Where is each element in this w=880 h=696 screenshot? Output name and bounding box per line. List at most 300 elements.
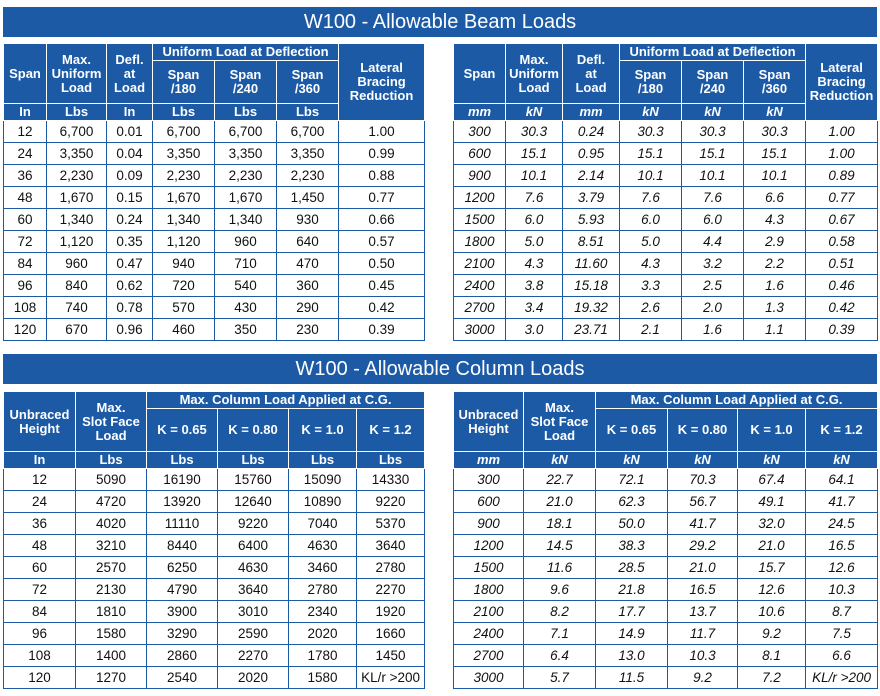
table-cell: 19.32 [563,297,620,319]
table-cell: 1,120 [47,231,107,253]
table-cell: 96 [4,623,76,645]
table-cell: 1800 [454,579,524,601]
k-065-header: K = 0.65 [147,409,218,452]
unit-cell: mm [454,104,506,121]
table-row [454,535,878,557]
table-cell: 16.5 [668,579,738,601]
table-cell: 22.7 [524,469,596,491]
table-cell: 15090 [289,469,357,491]
table-cell: 21.0 [668,557,738,579]
table-cell: 108 [4,297,47,319]
beam-loads-title: W100 - Allowable Beam Loads [3,7,877,37]
table-row [4,187,425,209]
table-row [4,469,425,491]
table-cell: 0.50 [339,253,425,275]
lateral-bracing-header: Lateral Bracing Reduction [806,44,878,121]
table-cell: 460 [153,319,215,341]
table-cell: 640 [277,231,339,253]
table-cell: 1,340 [47,209,107,231]
table-cell: 2100 [454,253,506,275]
max-uniform-load-header: Max. Uniform Load [47,44,107,104]
table-cell: 3900 [147,601,218,623]
table-cell: 3.79 [563,187,620,209]
table-cell: 2.5 [682,275,744,297]
table-cell: 16.5 [806,535,878,557]
table-row [454,667,878,689]
table-cell: 10.1 [744,165,806,187]
table-cell: 540 [215,275,277,297]
table-cell: 7.2 [738,667,806,689]
table-cell: 1,670 [47,187,107,209]
table-cell: 900 [454,165,506,187]
table-cell: 70.3 [668,469,738,491]
table-cell: 15.18 [563,275,620,297]
table-cell: 0.24 [563,121,620,143]
table-cell: 470 [277,253,339,275]
table-cell: 10890 [289,491,357,513]
table-cell: 10.1 [620,165,682,187]
table-cell: 3010 [218,601,289,623]
unbraced-height-header: Unbraced Height [4,392,76,452]
table-cell: 41.7 [806,491,878,513]
table-cell: 900 [454,513,524,535]
unit-cell: Lbs [76,452,147,469]
column-metric-body [454,469,878,689]
table-cell: 7040 [289,513,357,535]
table-cell: 3210 [76,535,147,557]
table-cell: 50.0 [596,513,668,535]
table-cell: 300 [454,469,524,491]
table-cell: 1,450 [277,187,339,209]
table-cell: 1,670 [215,187,277,209]
table-cell: 0.24 [107,209,153,231]
table-cell: 4630 [218,557,289,579]
table-cell: 38.3 [596,535,668,557]
table-cell: 2570 [76,557,147,579]
table-cell: 1.6 [682,319,744,341]
table-cell: 6250 [147,557,218,579]
table-row [4,253,425,275]
table-cell: 16190 [147,469,218,491]
table-cell: 9.6 [524,579,596,601]
table-cell: 5.7 [524,667,596,689]
table-cell: 0.47 [107,253,153,275]
table-cell: 570 [153,297,215,319]
table-cell: 11.7 [668,623,738,645]
table-cell: 41.7 [668,513,738,535]
table-cell: 8.2 [524,601,596,623]
table-row [4,535,425,557]
table-cell: 10.3 [806,579,878,601]
max-slot-face-load-header: Max. Slot Face Load [524,392,596,452]
table-cell: 10.6 [738,601,806,623]
table-cell: 2.6 [620,297,682,319]
span-header: Span [454,44,506,104]
table-cell: 2270 [357,579,425,601]
table-row [454,143,878,165]
table-cell: 7.5 [806,623,878,645]
table-cell: 15760 [218,469,289,491]
span-240-header: Span /240 [215,61,277,104]
table-cell: 2130 [76,579,147,601]
table-row [4,121,425,143]
max-slot-face-load-header: Max. Slot Face Load [76,392,147,452]
column-us-header [4,392,425,469]
table-row [4,297,425,319]
table-cell: 15.1 [620,143,682,165]
table-cell: 6.0 [682,209,744,231]
table-cell: 1.00 [339,121,425,143]
table-row [454,491,878,513]
table-cell: 15.1 [744,143,806,165]
beam-metric-header [454,44,878,121]
table-cell: 1.1 [744,319,806,341]
table-row [454,319,878,341]
unit-cell: mm [454,452,524,469]
table-cell: KL/r >200 [357,667,425,689]
table-cell: 2.9 [744,231,806,253]
table-cell: 3640 [218,579,289,601]
table-cell: 11110 [147,513,218,535]
table-cell: 2340 [289,601,357,623]
table-cell: 2270 [218,645,289,667]
span-360-header: Span /360 [744,61,806,104]
unit-cell: kN [668,452,738,469]
table-cell: 7.6 [620,187,682,209]
table-cell: 6.0 [506,209,563,231]
table-cell: 2700 [454,297,506,319]
table-cell: 3460 [289,557,357,579]
table-cell: 430 [215,297,277,319]
column-loads-title: W100 - Allowable Column Loads [3,354,877,384]
table-cell: 7.1 [524,623,596,645]
table-cell: 7.6 [682,187,744,209]
table-cell: 1,670 [153,187,215,209]
table-cell: 4.4 [682,231,744,253]
table-cell: 24 [4,143,47,165]
table-cell: 1,120 [153,231,215,253]
table-cell: 12640 [218,491,289,513]
table-cell: 6.0 [620,209,682,231]
table-row [454,513,878,535]
table-row [454,645,878,667]
unit-cell: Lbs [147,452,218,469]
table-cell: 6,700 [153,121,215,143]
table-row [454,275,878,297]
table-cell: 1920 [357,601,425,623]
table-cell: 21.0 [738,535,806,557]
unit-cell: Lbs [153,104,215,121]
table-cell: 2780 [357,557,425,579]
table-cell: 2020 [218,667,289,689]
table-cell: 1.6 [744,275,806,297]
table-row [4,645,425,667]
table-cell: 3290 [147,623,218,645]
table-cell: 6,700 [47,121,107,143]
table-cell: 21.8 [596,579,668,601]
unit-cell: kN [806,452,878,469]
table-cell: 600 [454,491,524,513]
table-cell: 1200 [454,535,524,557]
table-cell: 11.60 [563,253,620,275]
table-cell: 8.7 [806,601,878,623]
table-row [4,143,425,165]
table-cell: 1.3 [744,297,806,319]
table-cell: 72.1 [596,469,668,491]
table-cell: 18.1 [524,513,596,535]
table-row [454,121,878,143]
table-cell: 48 [4,187,47,209]
table-cell: 600 [454,143,506,165]
span-180-header: Span /180 [153,61,215,104]
max-column-load-header: Max. Column Load Applied at C.G. [147,392,425,409]
table-cell: 930 [277,209,339,231]
table-cell: 36 [4,165,47,187]
unit-cell: kN [738,452,806,469]
table-cell: 2.1 [620,319,682,341]
table-cell: 2.2 [744,253,806,275]
table-cell: 24.5 [806,513,878,535]
table-cell: 3.3 [620,275,682,297]
k-080-header: K = 0.80 [218,409,289,452]
table-cell: 1,340 [153,209,215,231]
beam-loads-table-us [3,43,425,341]
table-cell: 1810 [76,601,147,623]
table-cell: 2540 [147,667,218,689]
unit-cell: kN [506,104,563,121]
table-cell: 0.66 [339,209,425,231]
table-cell: 1.00 [806,121,878,143]
table-cell: 3.8 [506,275,563,297]
table-cell: 2100 [454,601,524,623]
table-cell: 8.51 [563,231,620,253]
table-cell: 1580 [76,623,147,645]
table-cell: 9220 [218,513,289,535]
table-cell: 0.78 [107,297,153,319]
table-cell: 84 [4,601,76,623]
table-cell: 12 [4,121,47,143]
deflection-header: Defl. at Load [563,44,620,104]
beam-us-body [4,121,425,341]
table-cell: 28.5 [596,557,668,579]
table-cell: 9.2 [668,667,738,689]
table-row [4,231,425,253]
table-cell: 32.0 [738,513,806,535]
table-cell: 2.14 [563,165,620,187]
table-cell: 23.71 [563,319,620,341]
unit-cell: Lbs [289,452,357,469]
table-cell: 6.6 [806,645,878,667]
table-cell: 67.4 [738,469,806,491]
table-cell: 1200 [454,187,506,209]
table-cell: 6400 [218,535,289,557]
table-cell: 84 [4,253,47,275]
table-cell: 9220 [357,491,425,513]
table-cell: 108 [4,645,76,667]
table-cell: 0.39 [806,319,878,341]
table-row [454,623,878,645]
table-cell: 13920 [147,491,218,513]
table-cell: 62.3 [596,491,668,513]
table-cell: 6.4 [524,645,596,667]
table-row [4,667,425,689]
table-cell: 0.42 [339,297,425,319]
table-cell: 56.7 [668,491,738,513]
table-cell: 12.6 [806,557,878,579]
k-10-header: K = 1.0 [738,409,806,452]
table-cell: 3000 [454,667,524,689]
k-080-header: K = 0.80 [668,409,738,452]
table-cell: 5.93 [563,209,620,231]
table-cell: 0.99 [339,143,425,165]
table-cell: 0.67 [806,209,878,231]
table-row [454,601,878,623]
table-cell: 0.89 [806,165,878,187]
table-cell: 0.45 [339,275,425,297]
table-cell: 2780 [289,579,357,601]
span-180-header: Span /180 [620,61,682,104]
table-cell: 4630 [289,535,357,557]
table-cell: 2400 [454,623,524,645]
column-us-body [4,469,425,689]
table-row [454,187,878,209]
table-cell: 9.2 [738,623,806,645]
table-cell: 13.7 [668,601,738,623]
table-cell: 0.77 [806,187,878,209]
table-row [454,297,878,319]
table-cell: 720 [153,275,215,297]
table-cell: 4.3 [620,253,682,275]
unit-cell: In [4,104,47,121]
table-cell: 3.2 [682,253,744,275]
table-row [4,557,425,579]
table-cell: 7.6 [506,187,563,209]
table-cell: 1660 [357,623,425,645]
table-row [4,579,425,601]
table-row [454,557,878,579]
table-cell: 0.58 [806,231,878,253]
unit-cell: kN [596,452,668,469]
table-cell: 72 [4,579,76,601]
table-cell: 48 [4,535,76,557]
table-cell: 0.01 [107,121,153,143]
table-cell: 670 [47,319,107,341]
table-row [4,491,425,513]
table-cell: 15.1 [506,143,563,165]
k-12-header: K = 1.2 [357,409,425,452]
unit-cell: Lbs [218,452,289,469]
table-row [4,623,425,645]
table-cell: 6.6 [744,187,806,209]
table-cell: 2.0 [682,297,744,319]
max-column-load-header: Max. Column Load Applied at C.G. [596,392,878,409]
table-cell: 1.00 [806,143,878,165]
table-cell: 1400 [76,645,147,667]
table-cell: 15.7 [738,557,806,579]
table-row [4,209,425,231]
table-cell: 2700 [454,645,524,667]
table-cell: 960 [215,231,277,253]
table-cell: 14.5 [524,535,596,557]
table-cell: 4020 [76,513,147,535]
table-cell: 96 [4,275,47,297]
table-cell: 1,340 [215,209,277,231]
table-row [454,165,878,187]
table-cell: 10.1 [682,165,744,187]
table-cell: 4.3 [506,253,563,275]
table-cell: 2400 [454,275,506,297]
lateral-bracing-header: Lateral Bracing Reduction [339,44,425,121]
table-cell: 49.1 [738,491,806,513]
unit-cell: kN [682,104,744,121]
column-loads-table-metric [453,391,878,689]
table-cell: 230 [277,319,339,341]
table-cell: 30.3 [506,121,563,143]
table-cell: 0.62 [107,275,153,297]
table-cell: 8.1 [738,645,806,667]
table-cell: 840 [47,275,107,297]
table-cell: 1270 [76,667,147,689]
table-cell: 350 [215,319,277,341]
table-row [4,513,425,535]
column-loads-table-us [3,391,425,689]
table-row [454,579,878,601]
table-cell: 740 [47,297,107,319]
table-cell: 14.9 [596,623,668,645]
unit-cell: kN [744,104,806,121]
unit-cell: In [107,104,153,121]
unit-cell: Lbs [215,104,277,121]
table-cell: 940 [153,253,215,275]
table-cell: 3,350 [153,143,215,165]
table-cell: 3640 [357,535,425,557]
table-cell: 4790 [147,579,218,601]
table-row [4,165,425,187]
table-cell: 290 [277,297,339,319]
table-cell: 2,230 [215,165,277,187]
table-cell: 3,350 [215,143,277,165]
table-cell: 36 [4,513,76,535]
table-cell: 0.09 [107,165,153,187]
table-cell: 300 [454,121,506,143]
table-cell: 0.77 [339,187,425,209]
table-cell: 960 [47,253,107,275]
table-row [454,253,878,275]
table-cell: 60 [4,209,47,231]
table-cell: 24 [4,491,76,513]
table-cell: 2,230 [277,165,339,187]
table-cell: 120 [4,667,76,689]
table-cell: 2590 [218,623,289,645]
table-cell: 0.57 [339,231,425,253]
beam-metric-body [454,121,878,341]
table-cell: 60 [4,557,76,579]
table-row [4,275,425,297]
table-cell: 360 [277,275,339,297]
table-cell: 13.0 [596,645,668,667]
table-cell: 1450 [357,645,425,667]
unit-cell: Lbs [47,104,107,121]
table-cell: 17.7 [596,601,668,623]
table-cell: 11.5 [596,667,668,689]
unit-cell: In [4,452,76,469]
table-row [454,469,878,491]
table-cell: 120 [4,319,47,341]
table-cell: 10.1 [506,165,563,187]
table-cell: 1500 [454,557,524,579]
table-cell: 710 [215,253,277,275]
table-cell: 4.3 [744,209,806,231]
